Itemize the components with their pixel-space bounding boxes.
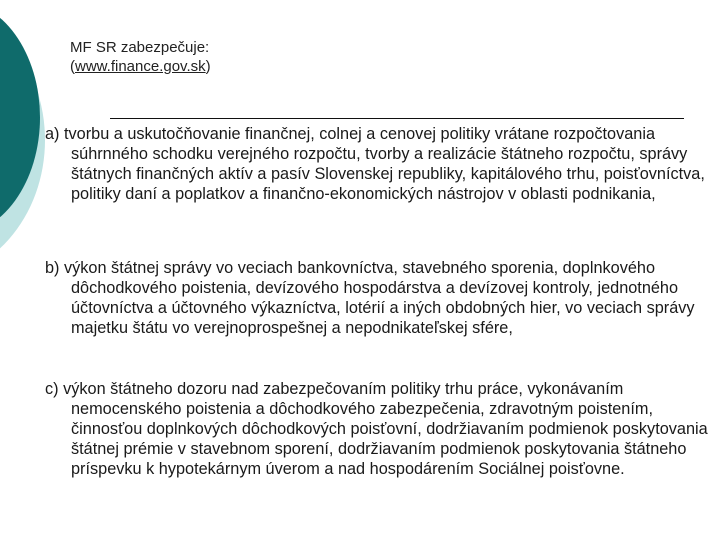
list-item-b: b) výkon štátnej správy vo veciach bankovníctva, stavebného sporenia, doplnkového dôchodkového poistenia, devízového hospodárstva a devízovej kontroly, jednotného účtovníctva a účtovného výkazníctva, lotérií a iných obdobných hier, vo veciach správy majetku štátu vo verejnoprospešnej a nepodnikateľskej sfére, — [45, 259, 695, 337]
link-close-paren: ) — [205, 58, 211, 75]
list-item-c: c) výkon štátneho dozoru nad zabezpečovaním politiky trhu práce, vykonávaním nemocenského poistenia a dôchodkového zabezpečenia, zdravotným poistením, činnosťou doplnkových dôchodkových poisťovní, dodržiavaním podmienok poskytovania štátnej prémie v stavebnom sporení, dodržiavaním podmienok poskytovania štátneho príspevku k hypotekárnym úverom a nad hospodárením Sociálnej poisťovne. — [45, 380, 708, 478]
finance-website-link[interactable]: www.finance.gov.sk — [75, 58, 206, 75]
header-title: MF SR zabezpečuje: — [70, 39, 210, 56]
header — [70, 38, 211, 76]
list-item-a: a) tvorbu a uskutočňovanie finančnej, colnej a cenovej politiky vrátane rozpočtovania súhrnného schodku verejného rozpočtu, tvorby a realizácie štátneho rozpočtu, správy štátnych finančných aktív a pasív Slovenskej republiky, kapitálového trhu, poisťovníctva, politiky daní a poplatkov a finančno-ekonomických nástrojov v oblasti podnikania, — [45, 125, 705, 203]
header-link-line — [70, 57, 211, 76]
link-open-paren: ( — [70, 58, 75, 75]
horizontal-rule — [110, 118, 684, 119]
